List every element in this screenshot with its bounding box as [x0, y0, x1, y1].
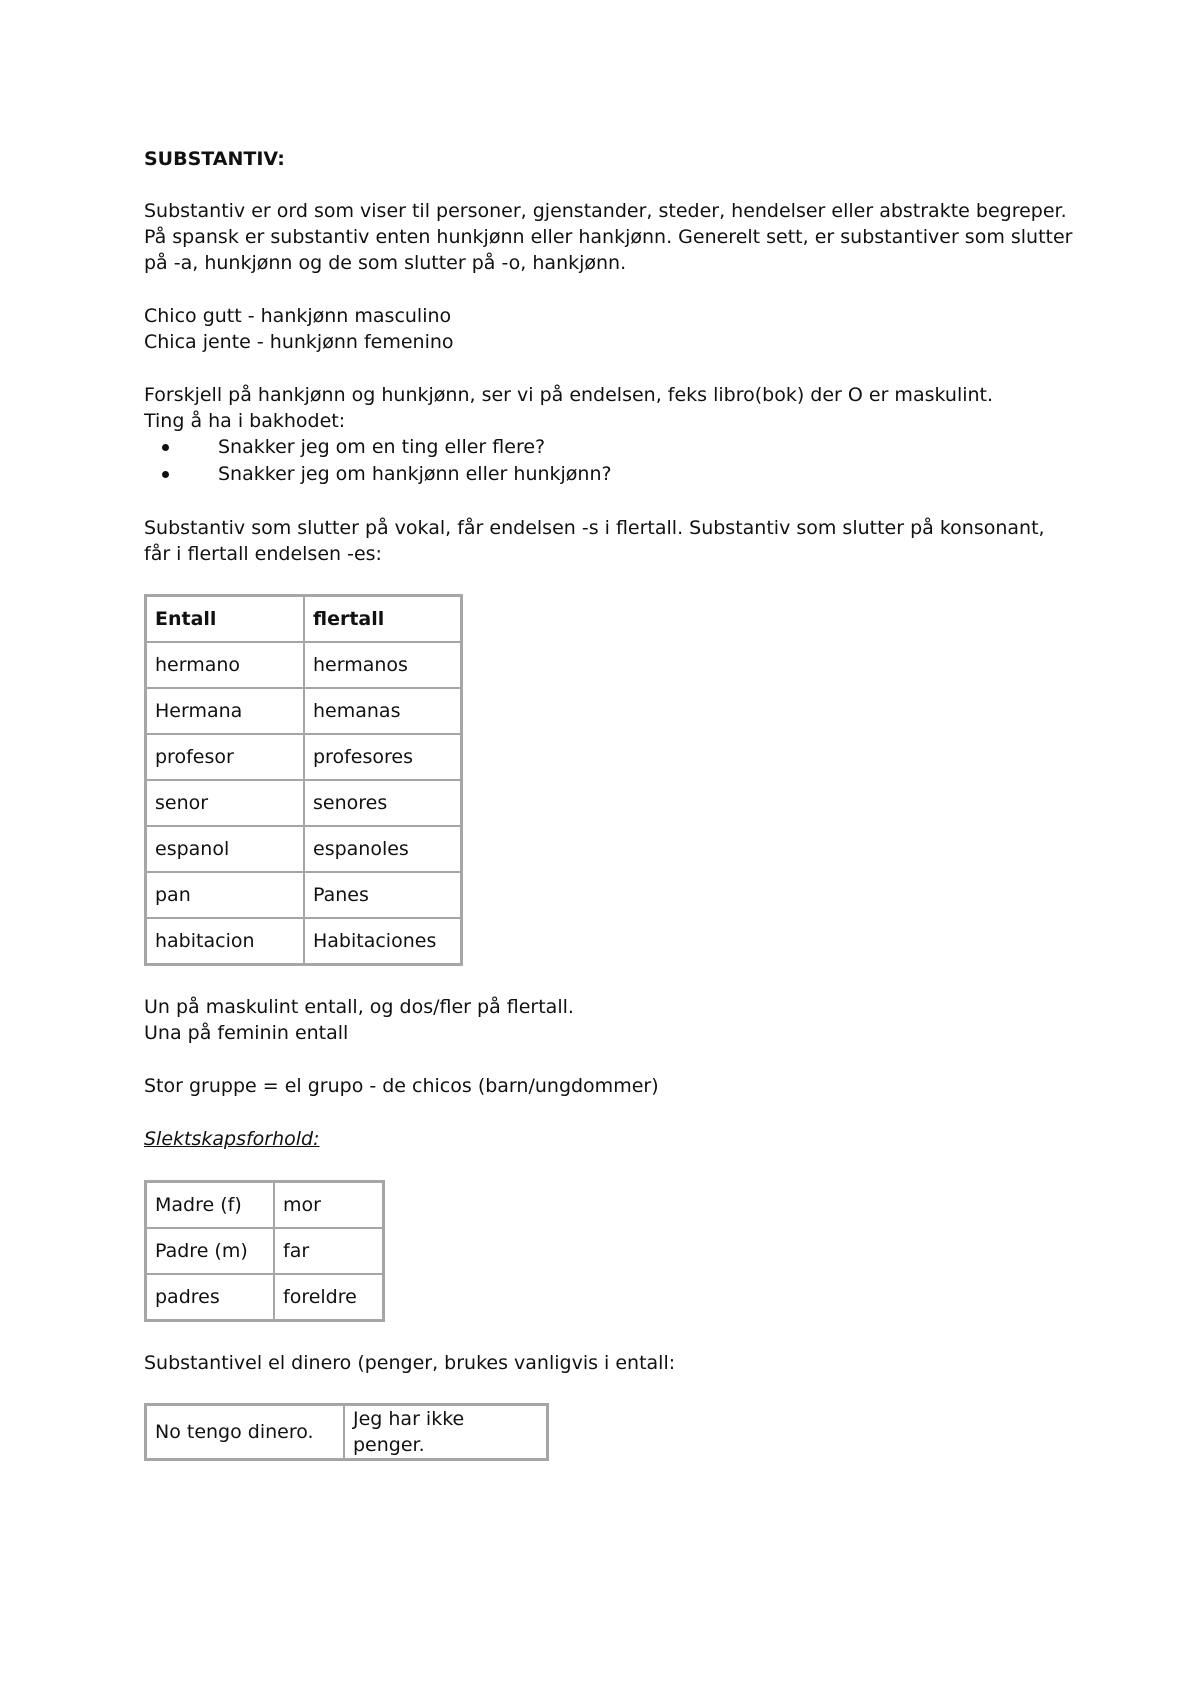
- table-header-row: [146, 596, 461, 642]
- remember-list: [144, 434, 1074, 488]
- table-row: [146, 780, 461, 826]
- group-line: Stor gruppe = el grupo - de chicos (barn/ungdommer): [144, 1075, 659, 1097]
- table-row: [146, 1182, 383, 1228]
- table-row: [146, 1228, 383, 1274]
- difference-paragraph: Forskjell på hankjønn og hunkjønn, ser vi på endelsen, feks libro(bok) der O er maskulint.: [144, 384, 994, 406]
- family-table: [144, 1180, 385, 1322]
- money-intro: Substantivel el dinero (penger, brukes vanligvis i entall:: [144, 1352, 676, 1374]
- article-line: Una på feminin entall: [144, 1022, 349, 1044]
- money-table: [144, 1403, 549, 1461]
- table-cell: senores: [304, 780, 461, 826]
- table-cell: profesor: [146, 734, 304, 780]
- table-cell: pan: [146, 872, 304, 918]
- table-row: [146, 734, 461, 780]
- bullet-icon: [162, 444, 169, 451]
- list-item-text: Snakker jeg om en ting eller flere?: [218, 436, 546, 458]
- table-cell: hemanas: [304, 688, 461, 734]
- table-cell: Jeg har ikke penger.: [344, 1405, 547, 1459]
- table-header-cell: Entall: [146, 596, 304, 642]
- table-row: [146, 918, 461, 964]
- bullet-icon: [162, 471, 169, 478]
- table-cell: foreldre: [274, 1274, 383, 1320]
- table-cell: Panes: [304, 872, 461, 918]
- table-cell: No tengo dinero.: [146, 1405, 344, 1459]
- table-row: [146, 642, 461, 688]
- table-header-cell: flertall: [304, 596, 461, 642]
- article-line: Un på maskulint entall, og dos/fler på flertall.: [144, 996, 574, 1018]
- table-row: [146, 1405, 547, 1459]
- table-row: [146, 1274, 383, 1320]
- table-cell: hermanos: [304, 642, 461, 688]
- example-line: Chica jente - hunkjønn femenino: [144, 331, 454, 353]
- table-cell: Hermana: [146, 688, 304, 734]
- table-cell: profesores: [304, 734, 461, 780]
- table-cell: padres: [146, 1274, 274, 1320]
- table-cell: espanol: [146, 826, 304, 872]
- list-item-text: Snakker jeg om hankjønn eller hunkjønn?: [218, 463, 612, 485]
- list-item: [144, 434, 1074, 461]
- table-cell: habitacion: [146, 918, 304, 964]
- plural-table: [144, 594, 463, 966]
- table-cell: mor: [274, 1182, 383, 1228]
- table-cell: senor: [146, 780, 304, 826]
- table-row: [146, 688, 461, 734]
- table-cell: Padre (m): [146, 1228, 274, 1274]
- intro-paragraph: Substantiv er ord som viser til personer, gjenstander, steder, hendelser eller abstrakte begreper. På spansk er substantiv enten hunkjønn eller hankjønn. Generelt sett, er substantiver som slutter på -a, hunkjønn og de som slutter på -o, hankjønn.: [144, 200, 1073, 274]
- family-heading: Slektskapsforhold:: [144, 1128, 320, 1150]
- table-row: [146, 872, 461, 918]
- table-cell: far: [274, 1228, 383, 1274]
- plural-rule-paragraph: Substantiv som slutter på vokal, får endelsen -s i flertall. Substantiv som slutter på konsonant, får i flertall endelsen -es:: [144, 517, 1045, 565]
- table-cell: Madre (f): [146, 1182, 274, 1228]
- table-row: [146, 826, 461, 872]
- table-cell: espanoles: [304, 826, 461, 872]
- remember-label: Ting å ha i bakhodet:: [144, 410, 346, 432]
- list-item: [144, 461, 1074, 488]
- table-cell: hermano: [146, 642, 304, 688]
- example-line: Chico gutt - hankjønn masculino: [144, 305, 452, 327]
- document-body: [144, 146, 1074, 1489]
- page-title: SUBSTANTIV:: [144, 148, 285, 170]
- table-cell: Habitaciones: [304, 918, 461, 964]
